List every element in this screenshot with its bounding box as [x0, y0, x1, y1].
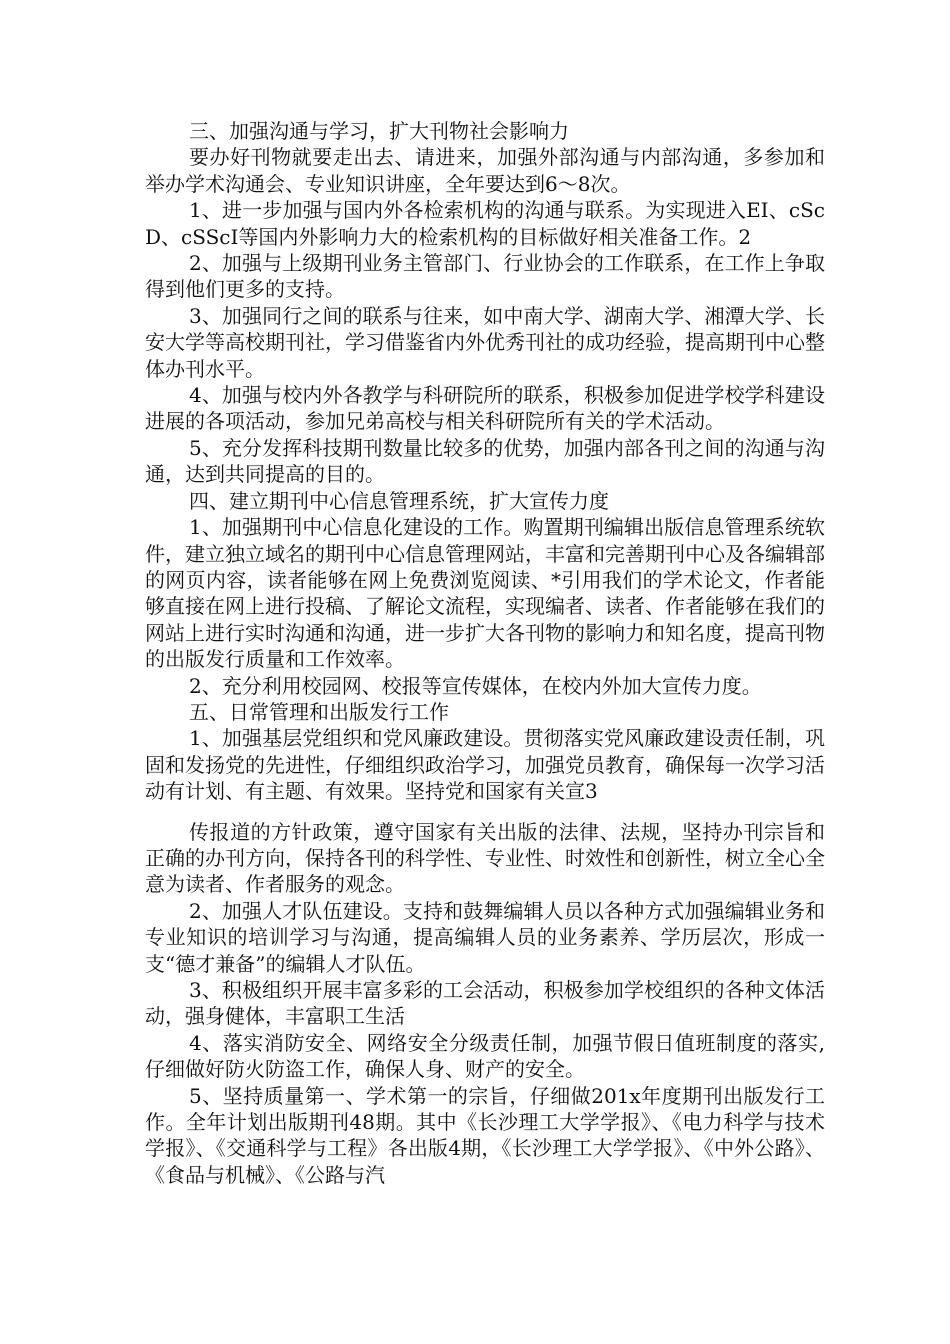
document-body [145, 118, 825, 1188]
paragraph: 2、加强人才队伍建设。支持和鼓舞编辑人员以各种方式加强编辑业务和专业知识的培训学习与沟通，提高编辑人员的业务素养、学历层次，形成一支“德才兼备”的编辑人才队伍。 [145, 898, 825, 976]
paragraph: 3、加强同行之间的联系与往来，如中南大学、湖南大学、湘潭大学、长安大学等高校期刊社，学习借鉴省内外优秀刊社的成功经验，提高期刊中心整体办刊水平。 [145, 303, 825, 381]
paragraph: 1、加强期刊中心信息化建设的工作。购置期刊编辑出版信息管理系统软件，建立独立域名的期刊中心信息管理网站，丰富和完善期刊中心及各编辑部的网页内容，读者能够在网上免费浏览阅读、*引用我们的学术论文，作者能够直接在网上进行投稿、了解论文流程，实现编者、读者、作者能够在我们的网站上进行实时沟通和沟通，进一步扩大各刊物的影响力和知名度，提高刊物的出版发行质量和工作效率。 [145, 515, 825, 672]
paragraph: 4、加强与校内外各教学与科研院所的联系，积极参加促进学校学科建设进展的各项活动，参加兄弟高校与相关科研院所有关的学术活动。 [145, 383, 825, 434]
paragraph: 4、落实消防安全、网络安全分级责任制，加强节假日值班制度的落实,仔细做好防火防盗工作，确保人身、财产的安全。 [145, 1030, 825, 1082]
paragraph: 传报道的方针政策，遵守国家有关出版的法律、法规，坚持办刊宗旨和正确的办刊方向，保持各刊的科学性、专业性、时效性和创新性，树立全心全意为读者、作者服务的观念。 [145, 819, 825, 897]
paragraph: 5、坚持质量第一、学术第一的宗旨，仔细做201x年度期刊出版发行工作。全年计划出版期刊48期。其中《长沙理工大学学报》、《电力科学与技术学报》、《交通科学与工程》各出版4期，《长沙理工大学学报》、《中外公路》、《食品与机械》、《公路与汽 [145, 1083, 825, 1187]
section-heading-5: 五、日常管理和出版发行工作 [189, 699, 449, 724]
paragraph: 2、充分利用校园网、校报等宣传媒体，在校内外加大宣传力度。 [189, 673, 762, 698]
paragraph: 1、加强基层党组织和党风廉政建设。贯彻落实党风廉政建设责任制，巩固和发扬党的先进性，仔细组织政治学习，加强党员教育，确保每一次学习活动有计划、有主题、有效果。坚持党和国家有关宣3 [145, 726, 825, 804]
section-heading-4: 四、建立期刊中心信息管理系统，扩大宣传力度 [189, 488, 609, 513]
paragraph: 5、充分发挥科技期刊数量比较多的优势，加强内部各刊之间的沟通与沟通，达到共同提高的目的。 [145, 435, 825, 487]
section-heading-3: 三、加强沟通与学习，扩大刊物社会影响力 [189, 119, 569, 143]
paragraph: 要办好刊物就要走出去、请进来，加强外部沟通与内部沟通，多参加和举办学术沟通会、专业知识讲座，全年要达到6～8次。 [145, 145, 825, 196]
paragraph: 3、积极组织开展丰富多彩的工会活动，积极参加学校组织的各种文体活动，强身健体，丰富职工生活 [145, 978, 825, 1029]
paragraph: 1、进一步加强与国内外各检索机构的沟通与联系。为实现进入EI、cScD、cSScI等国内外影响力大的检索机构的目标做好相关准备工作。2 [145, 198, 825, 249]
paragraph: 2、加强与上级期刊业务主管部门、行业协会的工作联系，在工作上争取得到他们更多的支持。 [145, 251, 825, 302]
